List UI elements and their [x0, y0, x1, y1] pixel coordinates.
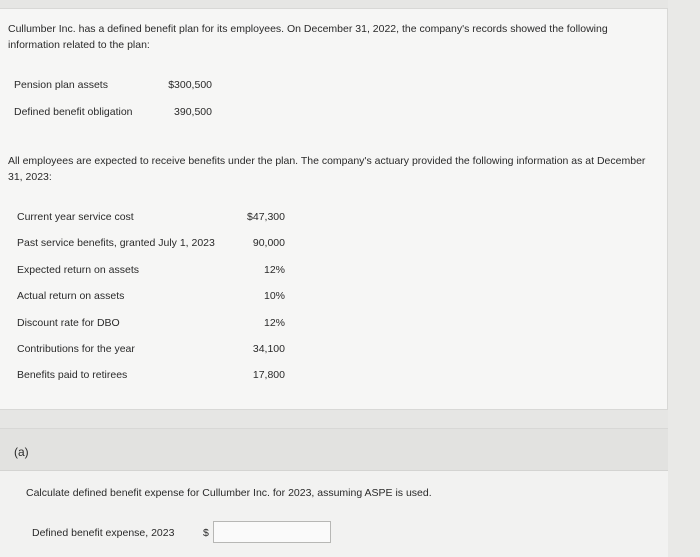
- plan-assets-label: Pension plan assets: [14, 79, 108, 91]
- dbo-label: Defined benefit obligation: [14, 106, 133, 118]
- question-text: Calculate defined benefit expense for Cullumber Inc. for 2023, assuming ASPE is used.: [26, 487, 432, 499]
- intro-text: Cullumber Inc. has a defined benefit plan for its employees. On December 31, 2022, the company's records showed the following information related to the plan:: [8, 23, 608, 51]
- defined-benefit-expense-input[interactable]: [213, 521, 331, 543]
- benefits-paid-label: Benefits paid to retirees: [17, 369, 128, 381]
- service-cost-value: $47,300: [247, 211, 285, 223]
- part-a-header: [0, 429, 668, 471]
- problem-panel: [0, 8, 668, 410]
- part-label: (a): [14, 445, 29, 459]
- past-service-value: 90,000: [252, 237, 285, 249]
- past-service-label: Past service benefits, granted July 1, 2023: [17, 237, 215, 249]
- part-a-panel: [0, 428, 668, 557]
- expected-return-value: 12%: [263, 264, 285, 276]
- right-edge-strip: [668, 0, 700, 557]
- discount-rate-value: 12%: [263, 317, 285, 329]
- answer-label: Defined benefit expense, 2023: [32, 527, 175, 539]
- service-cost-label: Current year service cost: [17, 211, 134, 223]
- discount-rate-label: Discount rate for DBO: [17, 317, 120, 329]
- currency-symbol: $: [203, 527, 209, 539]
- actual-return-label: Actual return on assets: [17, 290, 125, 302]
- benefits-paid-value: 17,800: [252, 369, 285, 381]
- actuary-intro-text: All employees are expected to receive benefits under the plan. The company's actuary provided the following information as at December 31, 2023:: [8, 155, 646, 183]
- contributions-value: 34,100: [252, 343, 285, 355]
- expected-return-label: Expected return on assets: [17, 264, 139, 276]
- dbo-value: 390,500: [174, 106, 212, 118]
- actual-return-value: 10%: [263, 290, 285, 302]
- plan-assets-value: $300,500: [168, 79, 212, 91]
- contributions-label: Contributions for the year: [17, 343, 135, 355]
